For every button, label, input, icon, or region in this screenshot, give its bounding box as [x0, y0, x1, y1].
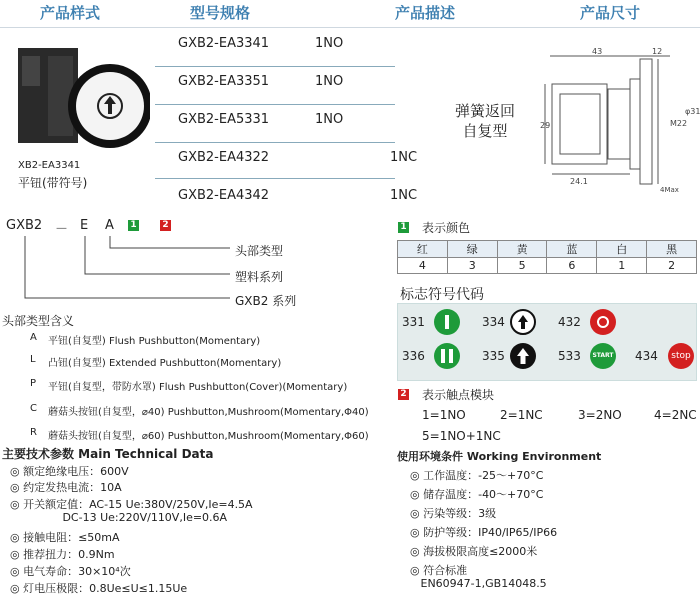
code-e: E: [80, 218, 89, 233]
env-line-3: ◎ 污染等级：3级: [410, 507, 497, 520]
contact-4: 1NC: [390, 150, 418, 165]
start-text-icon: START: [590, 343, 616, 369]
code-label-plastic: 塑料系列: [235, 270, 284, 284]
env-line-1: ◎ 工作温度：-25～+70°C: [410, 469, 544, 482]
dim-31: φ31: [685, 107, 700, 116]
contact-item-4: 4=2NC: [654, 408, 697, 422]
model-1: GXB2-EA3341: [178, 36, 270, 51]
stop-text-icon: stop: [668, 343, 694, 369]
dimension-drawing: [540, 44, 700, 194]
code-badge-2: 2: [160, 220, 171, 231]
head-type-c-text: 蘑菇头按钮(自复型，⌀40) Pushbutton,Mushroom(Momentary,Φ40): [48, 407, 369, 418]
symbol-code-434: 434: [635, 349, 658, 363]
contact-1: 1NO: [315, 36, 344, 51]
double-bar-icon: [434, 343, 460, 369]
contacts-title: 表示触点模块: [422, 388, 495, 402]
model-2: GXB2-EA3351: [178, 74, 270, 89]
head-type-c-letter: C: [30, 403, 37, 414]
head-type-p-text: 平钮(自复型，带防水罩) Flush Pushbutton(Cover)(Momentary): [48, 382, 348, 393]
env-line-7: EN60947-1,GB14048.5: [410, 577, 547, 590]
spec-line-3: ◎ 开关额定值：AC-15 Ue:380V/250V,Ie=4.5A: [10, 498, 253, 511]
head-type-l-letter: L: [30, 354, 36, 365]
spec-line-1: ◎ 额定绝缘电压：600V: [10, 465, 129, 478]
dim-m22: M22: [670, 119, 688, 128]
dim-4max: 4Max: [660, 186, 679, 194]
contact-item-3: 3=2NO: [578, 408, 622, 422]
row-divider: [155, 66, 395, 67]
color-name: 蓝: [547, 241, 597, 258]
symbols-title: 标志符号代码: [400, 287, 484, 303]
model-3: GXB2-EA5331: [178, 112, 270, 127]
contact-3: 1NO: [315, 112, 344, 127]
arrow-up-black-icon: [510, 343, 536, 369]
header-style: 产品样式: [40, 4, 101, 22]
arrow-up-white-icon: [510, 309, 536, 335]
dim-29: 29: [540, 121, 551, 130]
color-code: 3: [447, 258, 497, 274]
spec-line-4: DC-13 Ue:220V/110V,Ie=0.6A: [10, 511, 228, 524]
row-divider: [155, 178, 395, 179]
color-name: 黄: [497, 241, 547, 258]
row-divider: [155, 142, 395, 143]
contact-5: 1NC: [390, 188, 418, 203]
color-name: 黑: [647, 241, 697, 258]
symbol-code-432: 432: [558, 315, 581, 329]
color-code: 5: [497, 258, 547, 274]
spec-line-5: ◎ 接触电阻：≤50mA: [10, 531, 120, 544]
header-desc: 产品描述: [395, 4, 456, 22]
model-5: GXB2-EA4342: [178, 188, 270, 203]
code-prefix: GXB2: [6, 218, 43, 233]
code-badge-1: 1: [128, 220, 139, 231]
code-leader-lines: [0, 234, 240, 304]
head-types-title: 头部类型含义: [2, 314, 75, 328]
spec-line-8: ◎ 灯电压极限：0.8Ue≤U≤1.15Ue: [10, 582, 188, 595]
product-type-label: 平钮(带符号): [18, 176, 88, 190]
code-label-series: GXB2 系列: [235, 294, 297, 308]
color-badge: 1: [398, 222, 409, 233]
row-divider: [155, 104, 395, 105]
head-type-p-letter: P: [30, 378, 37, 389]
symbol-code-533: 533: [558, 349, 581, 363]
symbol-code-336: 336: [402, 349, 425, 363]
spec-line-6: ◎ 推荐扭力：0.9Nm: [10, 548, 115, 561]
head-type-l-text: 凸钮(自复型) Extended Pushbutton(Momentary): [48, 358, 282, 369]
head-type-r-letter: R: [30, 427, 37, 438]
contact-2: 1NO: [315, 74, 344, 89]
color-table: [397, 240, 697, 274]
symbol-code-331: 331: [402, 315, 425, 329]
color-code: 4: [398, 258, 448, 274]
env-line-5: ◎ 海拔极限高度≤2000米: [410, 545, 538, 558]
color-name: 红: [398, 241, 448, 258]
contact-item-1: 1=1NO: [422, 408, 466, 422]
spec-line-2: ◎ 约定发热电流：10A: [10, 481, 122, 494]
env-line-2: ◎ 储存温度：-40～+70°C: [410, 488, 544, 501]
head-type-a-letter: A: [30, 332, 37, 343]
color-code: 6: [547, 258, 597, 274]
model-4: GXB2-EA4322: [178, 150, 270, 165]
code-label-head: 头部类型: [235, 244, 284, 258]
env-title: 使用环境条件 Working Environment: [397, 450, 602, 463]
start-i-icon: [434, 309, 460, 335]
header-divider: [0, 27, 700, 28]
dim-43: 43: [592, 47, 603, 56]
dim-12: 12: [652, 47, 663, 56]
dim-24: 24.1: [570, 177, 588, 186]
contact-item-2: 2=1NC: [500, 408, 543, 422]
specs-title: 主要技术参数 Main Technical Data: [2, 447, 214, 461]
code-dash: －: [55, 222, 69, 237]
spec-line-7: ◎ 电气寿命：30×10⁴次: [10, 565, 131, 578]
header-size: 产品尺寸: [580, 4, 641, 22]
symbol-code-334: 334: [482, 315, 505, 329]
color-code: 1: [597, 258, 647, 274]
color-title: 表示颜色: [422, 221, 471, 235]
head-type-a-text: 平钮(自复型) Flush Pushbutton(Momentary): [48, 336, 261, 347]
contact-item-5: 5=1NO+1NC: [422, 429, 501, 443]
product-model-label: XB2-EA3341: [18, 160, 81, 171]
product-image: [10, 38, 150, 158]
head-type-r-text: 蘑菇头按钮(自复型，⌀60) Pushbutton,Mushroom(Momentary,Φ60): [48, 431, 369, 442]
env-line-4: ◎ 防护等级：IP40/IP65/IP66: [410, 526, 558, 539]
desc-line2: 自复型: [462, 122, 508, 140]
header-model: 型号规格: [190, 4, 251, 22]
color-code: 2: [647, 258, 697, 274]
contacts-badge: 2: [398, 389, 409, 400]
desc-line1: 弹簧返回: [454, 102, 515, 120]
stop-o-icon: [590, 309, 616, 335]
color-name: 白: [597, 241, 647, 258]
env-line-6: ◎ 符合标准: [410, 564, 468, 577]
symbol-code-335: 335: [482, 349, 505, 363]
code-a: A: [105, 218, 114, 233]
color-name: 绿: [447, 241, 497, 258]
